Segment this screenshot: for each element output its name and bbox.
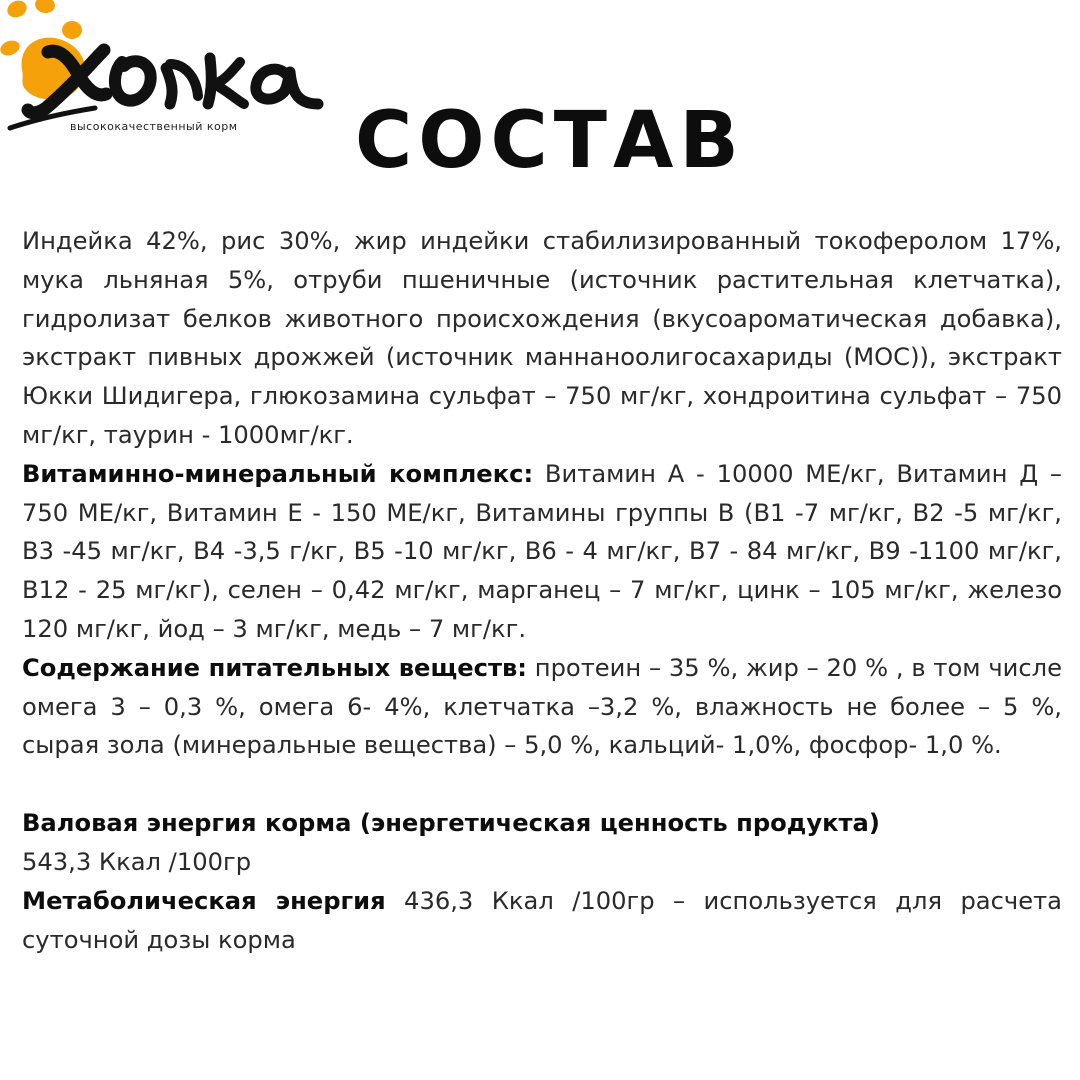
metabolic-energy-paragraph xyxy=(22,882,1062,960)
gross-energy-label: Валовая энергия корма (энергетическая ценность продукта) xyxy=(22,809,880,838)
brand-tagline: высококачественный корм xyxy=(70,120,238,133)
vitamins-text: Витамин А - 10000 МЕ/кг, Витамин Д – 750 МЕ/кг, Витамин Е - 150 МЕ/кг, Витамины группы В (В1 -7 мг/кг, В2 -5 мг/кг, В3 -45 мг/кг, В4 -3,5 г/кг, В5 -10 мг/кг, В6 - 4 мг/кг, В7 - 84 мг/кг, В9 -1100 мг/кг, В12 - 25 мг/кг), селен – 0,42 мг/кг, марганец – 7 мг/кг, цинк – 105 мг/кг, железо 120 мг/кг, йод – 3 мг/кг, медь – 7 мг/кг. xyxy=(22,459,1062,643)
metabolic-energy-text: 436,3 Ккал /100гр – используется для расчета суточной дозы корма xyxy=(22,886,1062,954)
gross-energy-paragraph xyxy=(22,843,1062,882)
vitamins-paragraph xyxy=(22,455,1062,649)
ingredients-paragraph xyxy=(22,222,1062,455)
brand-logo xyxy=(0,0,340,140)
gross-energy-heading xyxy=(22,804,1062,843)
spacer xyxy=(22,765,1062,804)
vitamins-label: Витаминно-минеральный комплекс: xyxy=(22,459,534,488)
nutrients-paragraph xyxy=(22,649,1062,765)
nutrients-text: протеин – 35 %, жир – 20 % , в том числе омега 3 – 0,3 %, омега 6- 4%, клетчатка –3,2 %, влажность не более – 5 %, сырая зола (минеральные вещества) – 5,0 %, кальций- 1,0%, фосфор- 1,0 %. xyxy=(22,653,1062,760)
composition-content xyxy=(22,222,1062,959)
nutrients-label: Содержание питательных веществ: xyxy=(22,653,527,682)
gross-energy-value: 543,3 Ккал /100гр xyxy=(22,847,252,876)
page-title: СОСТАВ xyxy=(355,96,745,186)
ingredients-text: Индейка 42%, рис 30%, жир индейки стабилизированный токоферолом 17%, мука льняная 5%, отруби пшеничные (источник растительная клетчатка), гидролизат белков животного происхождения (вкусоароматическая добавка), экстракт пивных дрожжей (источник маннаноолигосахариды (МОС)), экстракт Юкки Шидигера, глюкозамина сульфат – 750 мг/кг, хондроитина сульфат – 750 мг/кг, таурин - 1000мг/кг. xyxy=(22,227,1062,449)
metabolic-energy-label: Метаболическая энергия xyxy=(22,886,386,915)
paw-logo-icon xyxy=(0,0,340,140)
